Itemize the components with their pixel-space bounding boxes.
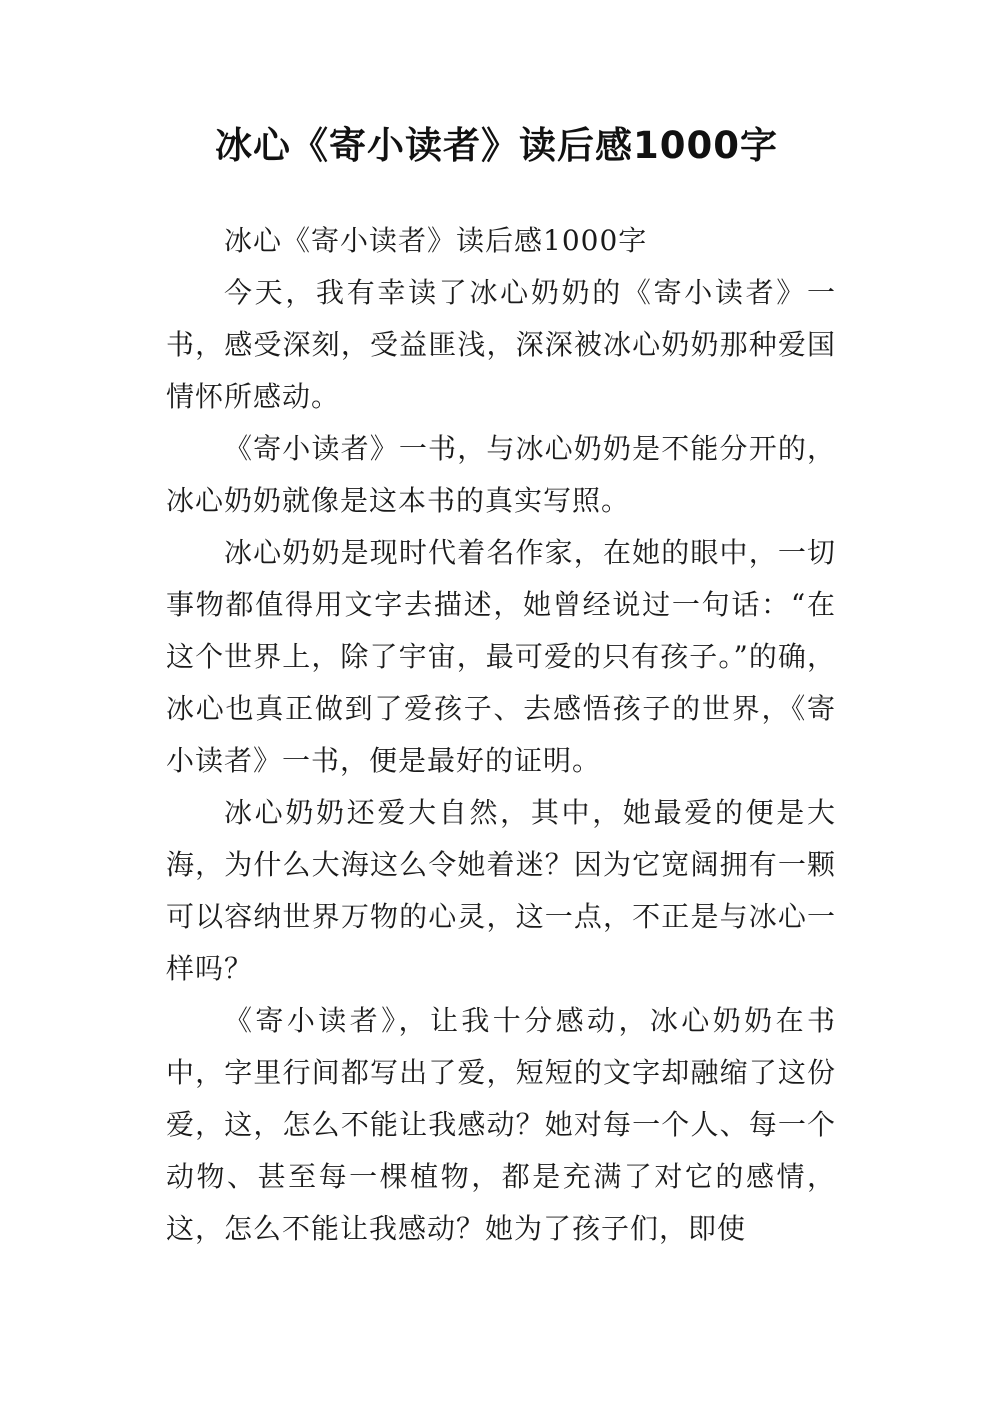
paragraph-heading: 冰心《寄小读者》读后感1000字 bbox=[224, 224, 648, 257]
paragraph: 冰心奶奶还爱大自然，其中，她最爱的便是大海，为什么大海这么令她着迷？因为它宽阔拥有一颗可以容纳世界万物的心灵，这一点，不正是与冰心一样吗？ bbox=[166, 796, 836, 985]
document-title: 冰心《寄小读者》读后感1000字 bbox=[215, 124, 778, 167]
document-body bbox=[166, 215, 836, 1255]
paragraph: 冰心奶奶是现时代着名作家，在她的眼中，一切事物都值得用文字去描述，她曾经说过一句话：“在这个世界上，除了宇宙，最可爱的只有孩子。”的确，冰心也真正做到了爱孩子、去感悟孩子的世界，《寄小读者》一书，便是最好的证明。 bbox=[166, 536, 836, 777]
paragraph: 《寄小读者》一书，与冰心奶奶是不能分开的，冰心奶奶就像是这本书的真实写照。 bbox=[166, 432, 836, 517]
paragraph: 今天，我有幸读了冰心奶奶的《寄小读者》一书，感受深刻，受益匪浅，深深被冰心奶奶那种爱国情怀所感动。 bbox=[166, 276, 836, 413]
paragraph: 《寄小读者》，让我十分感动，冰心奶奶在书中，字里行间都写出了爱，短短的文字却融缩了这份爱，这，怎么不能让我感动？她对每一个人、每一个动物、甚至每一棵植物，都是充满了对它的感情，这，怎么不能让我感动？她为了孩子们，即使 bbox=[166, 1004, 836, 1245]
